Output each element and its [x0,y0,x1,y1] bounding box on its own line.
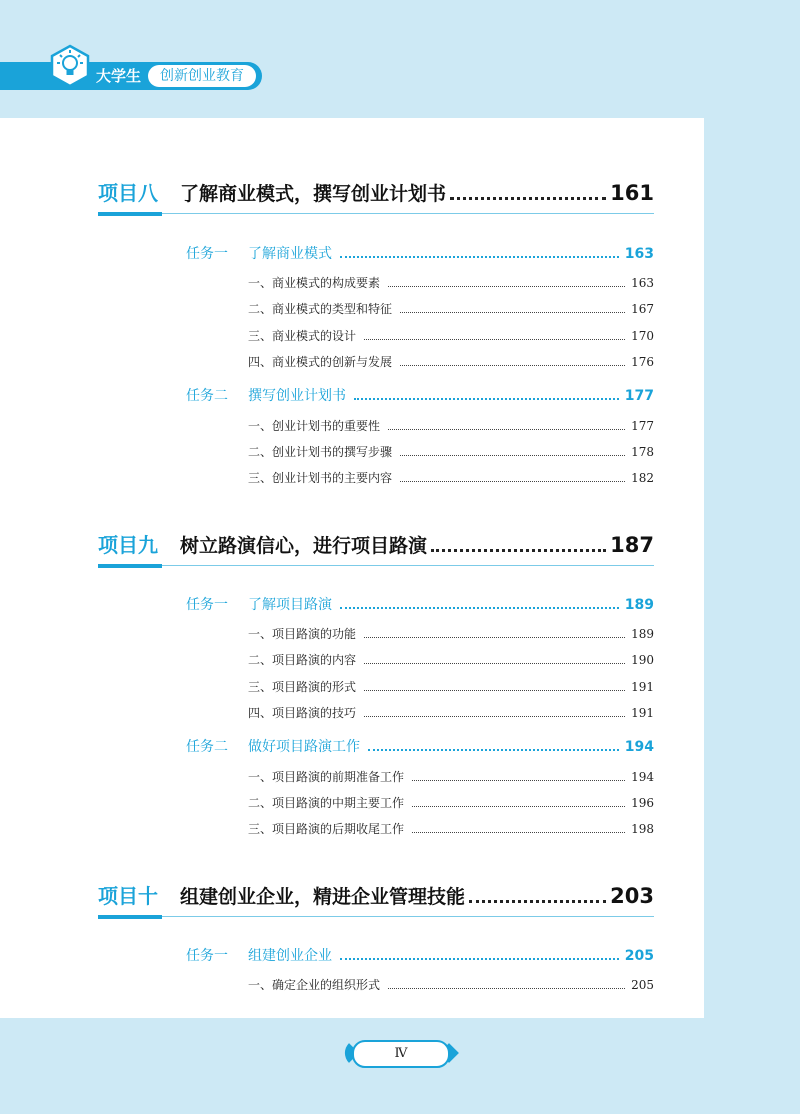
toc-item[interactable] [248,352,654,372]
item-page: 182 [631,471,654,485]
project-entry[interactable] [180,881,654,912]
toc-item[interactable] [248,624,654,644]
dot-leader [400,455,625,456]
project-label: 项目九 [98,533,158,557]
project-entry[interactable] [180,530,654,561]
toc-item[interactable] [248,767,654,787]
item-page: 196 [631,796,654,810]
dot-leader [412,780,625,781]
task-title: 做好项目路演工作 [248,739,360,755]
dot-leader [412,806,625,807]
toc-item[interactable] [248,975,654,995]
toc-item[interactable] [248,703,654,723]
toc-task[interactable] [186,242,654,266]
toc-item[interactable] [248,468,654,488]
page-header [0,0,800,100]
item-title: 三、商业模式的设计 [248,329,357,343]
item-page: 191 [631,706,654,720]
project-rule [162,213,654,214]
dot-leader [340,256,619,258]
project-title: 了解商业模式，撰写创业计划书 [180,183,447,205]
task-title: 组建创业企业 [248,948,332,964]
toc-item[interactable] [248,416,654,436]
page-number: Ⅳ [352,1040,450,1068]
project-entry[interactable] [180,178,654,209]
item-title: 三、创业计划书的主要内容 [248,471,393,485]
header-brand: 大学生 [96,67,142,85]
project-rule [162,565,654,566]
dot-leader [388,429,625,430]
toc-item[interactable] [248,442,654,462]
task-label: 任务一 [186,246,228,262]
dot-leader [364,690,625,691]
toc-item[interactable] [248,299,654,319]
toc-item[interactable] [248,677,654,697]
dot-leader [412,832,625,833]
item-page: 198 [631,822,654,836]
item-page: 205 [631,978,654,992]
toc-project [98,881,654,921]
dot-leader [400,312,625,313]
toc-item[interactable] [248,793,654,813]
lightbulb-icon [48,44,92,88]
project-title: 树立路演信心，进行项目路演 [180,535,428,557]
project-page: 187 [610,533,654,557]
dot-leader [388,286,625,287]
item-page: 191 [631,680,654,694]
dot-leader [431,549,606,552]
dot-leader [364,637,625,638]
task-label: 任务一 [186,597,228,613]
project-page: 203 [610,884,654,908]
item-title: 三、项目路演的后期收尾工作 [248,822,405,836]
toc-project [98,178,654,218]
toc-task[interactable] [186,593,654,617]
toc-project [98,530,654,570]
dot-leader [364,339,625,340]
item-page: 178 [631,445,654,459]
toc-task[interactable] [186,735,654,759]
toc-item[interactable] [248,819,654,839]
dot-leader [450,197,606,200]
item-title: 四、项目路演的技巧 [248,706,357,720]
task-page: 177 [624,388,654,404]
item-page: 190 [631,653,654,667]
toc-task[interactable] [186,384,654,408]
toc-item[interactable] [248,326,654,346]
dot-leader [368,749,619,751]
task-page: 205 [624,948,654,964]
task-title: 了解商业模式 [248,246,332,262]
item-title: 四、商业模式的创新与发展 [248,355,393,369]
project-underline [98,915,162,919]
dot-leader [388,988,625,989]
item-title: 一、商业模式的构成要素 [248,276,381,290]
toc-task[interactable] [186,944,654,968]
dot-leader [469,900,606,903]
dot-leader [340,607,619,609]
item-page: 170 [631,329,654,343]
item-page: 194 [631,770,654,784]
item-title: 三、项目路演的形式 [248,680,357,694]
task-label: 任务二 [186,388,228,404]
toc-item[interactable] [248,650,654,670]
project-page: 161 [610,181,654,205]
dot-leader [364,716,625,717]
dot-leader [354,398,619,400]
item-title: 二、商业模式的类型和特征 [248,302,393,316]
task-page: 194 [624,739,654,755]
toc-item[interactable] [248,273,654,293]
item-page: 189 [631,627,654,641]
item-title: 二、项目路演的内容 [248,653,357,667]
project-label: 项目十 [98,884,158,908]
item-page: 177 [631,419,654,433]
dot-leader [364,663,625,664]
dot-leader [400,365,625,366]
task-page: 189 [624,597,654,613]
dot-leader [340,958,619,960]
project-underline [98,564,162,568]
item-title: 一、确定企业的组织形式 [248,978,381,992]
item-title: 一、项目路演的功能 [248,627,357,641]
task-page: 163 [624,246,654,262]
project-title: 组建创业企业，精进企业管理技能 [180,886,466,908]
project-label: 项目八 [98,181,158,205]
task-label: 任务一 [186,948,228,964]
item-title: 一、创业计划书的重要性 [248,419,381,433]
project-underline [98,212,162,216]
item-page: 176 [631,355,654,369]
task-label: 任务二 [186,739,228,755]
task-title: 了解项目路演 [248,597,332,613]
header-series: 创新创业教育 [160,68,244,84]
item-title: 二、项目路演的中期主要工作 [248,796,405,810]
item-page: 163 [631,276,654,290]
item-title: 二、创业计划书的撰写步骤 [248,445,393,459]
project-rule [162,916,654,917]
dot-leader [400,481,625,482]
item-page: 167 [631,302,654,316]
task-title: 撰写创业计划书 [248,388,346,404]
item-title: 一、项目路演的前期准备工作 [248,770,405,784]
